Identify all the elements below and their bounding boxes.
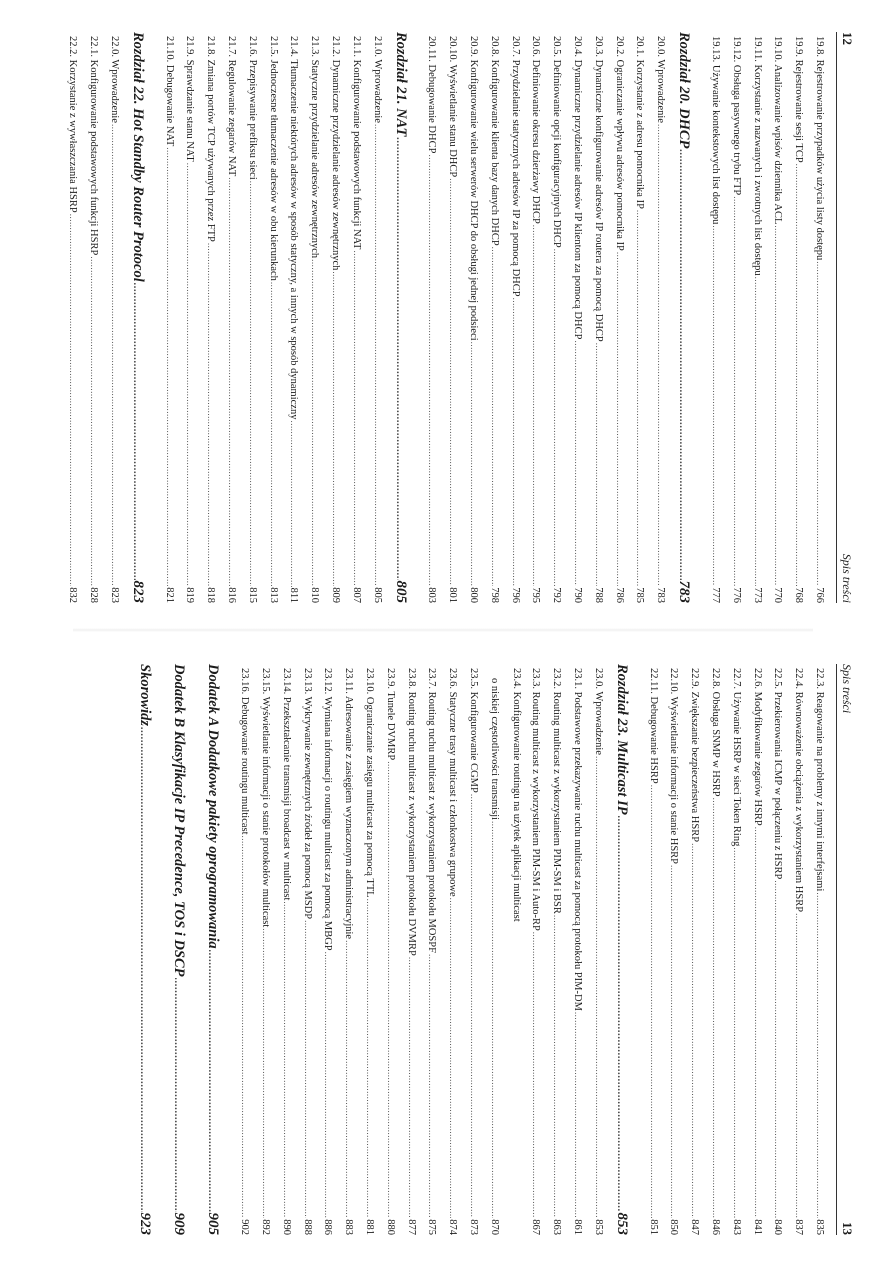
toc-entry-title: 23.3. Routing multicast z wykorzystaniem PIM-SM i Auto-RP [530, 668, 542, 931]
dot-leader [768, 880, 789, 1218]
toc-entry-page: 786 [613, 587, 625, 603]
toc-entry-page: 823 [108, 587, 120, 603]
toc-entry [401, 664, 422, 1235]
toc-entry-page: 823 [129, 580, 146, 603]
toc-entry-title: 23.7. Routing ruchu multicast z wykorzystaniem protokołu MOSPF [426, 668, 438, 953]
toc-entry-page: 905 [205, 1212, 222, 1235]
toc-entry [83, 32, 104, 603]
toc-entry-page: 909 [171, 1212, 188, 1235]
toc-entry [747, 664, 768, 1235]
toc-entry [526, 32, 547, 603]
page-number: 13 [840, 1222, 855, 1235]
toc-entry-title: 19.10. Analizowanie wpisów dziennika ACL [772, 36, 784, 225]
toc-entry [809, 32, 830, 603]
dot-leader [726, 847, 747, 1218]
toc-entry-title: 22.4. Równoważenie obciążenia z wykorzystaniem HSRP [793, 668, 805, 913]
toc-entry [180, 32, 201, 603]
toc-entry-title: 19.8. Rejestrowanie przypadków użycia listy dostępu [814, 36, 825, 261]
toc-entry [726, 32, 747, 603]
dot-leader [255, 928, 276, 1218]
toc-entry-title: 20.1. Korzystanie z adresu pomocnika IP [634, 36, 646, 209]
page-number: 12 [840, 32, 855, 45]
dot-leader [484, 247, 505, 587]
toc-entry-title: Rozdział 21. NAT [392, 32, 409, 137]
toc-entry-title: 23.12. Wymiana informacji o routingu multicast za pomocą MBGP [322, 668, 334, 951]
toc-entry-page: 875 [426, 1219, 438, 1235]
dot-leader [747, 827, 768, 1218]
toc-entry-page: 768 [793, 587, 805, 603]
toc-entry-title: 20.5. Definiowanie opcji konfiguracyjnych DHCP [551, 36, 563, 248]
toc-entry-title: 23.6. Statyczne trasy multicast i członkostwa grupowe [447, 668, 459, 897]
dot-leader [242, 181, 263, 586]
running-header [836, 664, 855, 1235]
toc-entry-title: 23.13. Wykrywanie zewnętrznych źródeł za pomocą MSDP [301, 668, 313, 920]
dot-leader [463, 794, 484, 1218]
toc-entry [304, 32, 325, 603]
toc-entry [726, 664, 747, 1235]
toc-entry-page: 783 [655, 587, 667, 603]
toc-entry-page: 766 [814, 587, 825, 603]
dot-leader [526, 225, 547, 586]
toc-entry-page: 815 [246, 587, 258, 603]
toc-entry-page: 873 [468, 1219, 480, 1235]
toc-entry [104, 32, 125, 603]
toc-entry-title: o niskiej częstotliwości transmisji [488, 678, 500, 821]
toc-entry [159, 32, 180, 603]
toc-chapter-heading [132, 664, 158, 1235]
toc-entry-page: 850 [668, 1219, 680, 1235]
dot-leader [484, 821, 505, 1218]
toc-entry-page: 828 [88, 587, 100, 603]
toc-entry [297, 664, 318, 1235]
dot-leader [788, 913, 809, 1218]
toc-entry [650, 32, 671, 603]
toc-entry-title: 23.11. Adresowanie z zasięgiem wyznaczonym administracyjnie [343, 668, 355, 940]
toc-entry-title: 21.6. Przepisywanie prefiksu sieci [246, 36, 258, 180]
toc-entry-page: 923 [137, 1212, 154, 1235]
dot-leader [104, 124, 125, 586]
toc-entry-title: Rozdział 23. Multicast IP [613, 664, 630, 815]
toc-entry [788, 32, 809, 603]
toc-entry-page: 837 [793, 1219, 805, 1235]
toc-entry-page: 803 [426, 587, 438, 603]
toc-entry [263, 32, 284, 603]
toc-entry-title: 23.4. Konfigurowanie routingu na użytek aplikacji multicast [510, 668, 522, 922]
toc-entry-title: 19.9. Rejestrowanie sesji TCP [793, 36, 805, 163]
toc-entry-page: 867 [530, 1219, 542, 1235]
toc-entry-page: 805 [371, 587, 383, 603]
toc-entry [242, 32, 263, 603]
dot-leader [367, 124, 388, 586]
toc-entry-title: 21.8. Zmiana portów TCP używanych przez FTP [205, 36, 217, 242]
toc-entry [588, 32, 609, 603]
toc-entry [664, 664, 685, 1235]
dot-leader [165, 978, 191, 1212]
toc-entry-page: 770 [772, 587, 784, 603]
toc-entry [588, 664, 609, 1235]
dot-leader [180, 163, 201, 587]
toc-entry-page: 810 [309, 587, 321, 603]
toc-entry-title: 20.3. Dynamiczne konfigurowanie adresów IP routera za pomocą DHCP [592, 36, 604, 342]
running-title: Spis treści [840, 664, 854, 714]
dot-leader [199, 950, 225, 1212]
toc-entry [422, 664, 443, 1235]
dot-leader [505, 298, 526, 587]
toc-entry-title: 21.1. Konfigurowanie podstawowych funkcji NAT [350, 36, 362, 250]
toc-entry-title: Skorowidz [137, 664, 154, 727]
dot-leader [567, 340, 588, 586]
toc-entry-page: 853 [592, 1219, 604, 1235]
toc-entry [705, 32, 726, 603]
toc-entry-title: 20.11. Debugowanie DHCP [426, 36, 438, 154]
dot-leader [546, 249, 567, 587]
toc-entry-page: 795 [530, 587, 542, 603]
dot-leader [284, 420, 305, 586]
dot-leader [442, 898, 463, 1219]
toc-entry [484, 32, 505, 603]
dot-leader [318, 952, 339, 1219]
toc-entry-page: 892 [260, 1219, 272, 1235]
toc-entry-title: 22.0. Wprowadzenie [108, 36, 120, 123]
running-title: Spis treści [840, 553, 854, 603]
dot-leader [788, 164, 809, 587]
toc-entry-page: 870 [488, 1219, 500, 1235]
toc-entry-page: 821 [163, 587, 175, 603]
toc-entry-title: 23.10. Ograniczanie zasięgu multicast za pomocą TTL [364, 668, 376, 898]
toc-entry [63, 32, 84, 603]
dot-leader [276, 901, 297, 1218]
toc-entry [346, 32, 367, 603]
dot-leader [705, 798, 726, 1219]
dot-leader [422, 154, 443, 586]
toc-entry-page: 863 [551, 1219, 563, 1235]
dot-leader [346, 250, 367, 586]
toc-entry [255, 664, 276, 1235]
running-header [836, 32, 855, 603]
toc-chapter-heading [200, 664, 226, 1235]
toc-entry-page: 788 [592, 587, 604, 603]
toc-entry-title: 21.3. Statyczne przydzielanie adresów zewnętrznych [309, 36, 321, 259]
toc-entry-title: 23.5. Konfigurowanie CGMP [468, 668, 480, 793]
toc-entry-title: 23.1. Podstawowe przekazywanie ruchu multicast za pomocą protokołu PIM-DM [572, 668, 584, 1011]
toc-entry-page: 841 [751, 1219, 763, 1235]
dot-leader [442, 178, 463, 586]
dot-leader [401, 957, 422, 1218]
toc-entry [546, 32, 567, 603]
toc-entry-title: 20.6. Definiowanie okresu dzierżawy DHCP [530, 36, 542, 224]
toc-entry [442, 32, 463, 603]
toc-entry [630, 32, 651, 603]
toc-entry-title: 22.5. Przekierowania ICMP w połączeniu z HSRP [772, 668, 784, 880]
toc-entry [705, 664, 726, 1235]
toc-entry-page: 800 [468, 587, 480, 603]
dot-leader [304, 259, 325, 586]
toc-entry-title: 21.9. Sprawdzanie stanu NAT [184, 36, 196, 162]
toc-entry-page: 783 [676, 580, 693, 603]
toc-entry-page: 776 [730, 587, 742, 603]
toc-entry-title: 19.13. Używanie kontekstowych list dostępu [710, 36, 722, 225]
toc-entry-page: 777 [710, 587, 722, 603]
toc-entry [484, 664, 505, 1235]
toc-entry [684, 664, 705, 1235]
dot-leader [643, 785, 664, 1219]
toc-entry-page: 798 [488, 587, 500, 603]
toc-entry-title: 22.8. Obsługa SNMP w HSRP [710, 668, 722, 797]
toc-entry-page: 877 [405, 1219, 417, 1235]
dot-leader [705, 225, 726, 586]
dot-leader [124, 283, 150, 580]
toc-entry-page: 835 [814, 1219, 825, 1235]
toc-entry [643, 664, 664, 1235]
dot-leader [546, 915, 567, 1218]
toc-entry-title: 21.10. Debugowanie NAT [163, 36, 175, 147]
toc-entry-page: 888 [301, 1219, 313, 1235]
toc-entry-title: 20.8. Konfigurowanie klienta bazy danych DHCP [488, 36, 500, 246]
dot-leader [630, 210, 651, 586]
dot-leader [263, 282, 284, 586]
toc-entry-page: 880 [384, 1219, 396, 1235]
toc-entry [325, 32, 346, 603]
dot-leader [463, 342, 484, 587]
toc-entry-title: 21.5. Jednoczesne tłumaczenie adresów w obu kierunkach [267, 36, 279, 281]
toc-chapter-heading [166, 664, 192, 1235]
toc-entry-title: 22.10. Wyświetlanie informacji o stanie HSRP [668, 668, 680, 865]
toc-entry-title: 20.9. Konfigurowanie wielu serwerów DHCP do obsługi jednej podsieci [468, 36, 480, 341]
dot-leader [608, 816, 634, 1212]
toc-entry-title: 22.3. Reagowanie na problemy z innymi interfejsami [814, 668, 825, 892]
toc-entry-title: 21.2. Dynamiczne przydzielanie adresów zewnętrznych [330, 36, 342, 271]
dot-leader [588, 756, 609, 1218]
dot-leader [684, 843, 705, 1218]
toc-entry-page: 805 [392, 580, 409, 603]
toc-entry-page: 796 [509, 587, 521, 603]
toc-entry-page: 886 [322, 1219, 334, 1235]
toc-entry-page: 809 [330, 587, 342, 603]
toc-entry [234, 664, 255, 1235]
toc-entry [221, 32, 242, 603]
dot-leader [387, 137, 413, 579]
toc-entry-page: 813 [267, 587, 279, 603]
dot-leader [567, 1012, 588, 1218]
toc-entry-page: 819 [184, 587, 196, 603]
toc-entry-page: 801 [447, 587, 459, 603]
dot-leader [609, 252, 630, 586]
toc-entry-title: 23.8. Routing ruchu multicast z wykorzystaniem protokołu DVMRP [405, 668, 417, 956]
toc-entry [505, 664, 526, 1235]
toc-entry-title: 20.10. Wyświetlanie stanu DHCP [447, 36, 459, 178]
toc-entry-title: 23.0. Wprowadzenie [592, 668, 604, 755]
toc-entry [284, 32, 305, 603]
page-right [0, 632, 893, 1263]
toc-entry [359, 664, 380, 1235]
toc-entry-title: 19.11. Korzystanie z nazwanych i zwrotnych list dostępu [751, 36, 763, 276]
toc-entry [567, 664, 588, 1235]
toc-entry [768, 664, 789, 1235]
toc-entry-page: 874 [447, 1219, 459, 1235]
toc-entry-title: 22.6. Modyfikowanie zegarów HSRP [751, 668, 763, 826]
toc-entry-page: 790 [572, 587, 584, 603]
dot-leader [809, 261, 830, 586]
toc-chapter-heading [388, 32, 414, 603]
dot-leader [650, 124, 671, 586]
toc-entry [526, 664, 547, 1235]
toc-entry-page: 773 [751, 587, 763, 603]
toc-entry-title: 23.16. Debugowanie routingu multicast [239, 668, 251, 835]
toc-entry [567, 32, 588, 603]
toc-entry-title: 20.7. Przydzielanie statycznych adresów IP za pomocą DHCP [509, 36, 521, 297]
toc-entry-page: 785 [634, 587, 646, 603]
toc-entry-title: 23.15. Wyświetlanie informacji o stanie protokołów multicast [260, 668, 272, 928]
dot-leader [159, 147, 180, 586]
toc-entry-title: 22.7. Używanie HSRP w sieci Token Ring [730, 668, 742, 847]
dot-leader [325, 271, 346, 586]
toc-entry-title: 22.9. Zwiększanie bezpieczeństwa HSRP [689, 668, 701, 843]
toc-entry [463, 664, 484, 1235]
toc-entry-page: 840 [772, 1219, 784, 1235]
dot-leader [726, 196, 747, 586]
toc-entry-title: 21.7. Regulowanie zegarów NAT [226, 36, 238, 177]
toc-entry [200, 32, 221, 603]
toc-entry-page: 883 [343, 1219, 355, 1235]
toc-entry-page: 818 [205, 587, 217, 603]
toc-entry-title: 23.14. Przekształcanie transmisji broadcast w multicast [280, 668, 292, 901]
page-left [0, 0, 893, 631]
toc-entry [546, 664, 567, 1235]
dot-leader [768, 225, 789, 586]
toc-entry [747, 32, 768, 603]
dot-leader [83, 256, 104, 586]
toc-entry [505, 32, 526, 603]
toc-chapter-heading [609, 664, 635, 1235]
toc-entry [422, 32, 443, 603]
toc-chapter-heading [125, 32, 151, 603]
toc-entry-page: 816 [226, 587, 238, 603]
toc-entry-title: Rozdział 20. DHCP [676, 32, 693, 149]
toc-entry-title: 23.9. Tunele DVMRP [384, 668, 396, 761]
toc-entry [463, 32, 484, 603]
toc-entry-page: 853 [613, 1212, 630, 1235]
toc-entry-page: 890 [280, 1219, 292, 1235]
toc-entry [788, 664, 809, 1235]
toc-entry-title: 22.1. Konfigurowanie podstawowych funkcji HSRP [88, 36, 100, 256]
dot-leader [200, 243, 221, 586]
toc-entry-title: 21.0. Wprowadzenie [371, 36, 383, 123]
toc-chapter-heading [671, 32, 697, 603]
toc-entry-title: Dodatek A Dodatkowe pakiety oprogramowania [205, 664, 222, 949]
dot-leader [588, 343, 609, 586]
toc-entry-title: 23.2. Routing multicast z wykorzystaniem PIM-SM i BSR [551, 668, 563, 914]
dot-leader [380, 761, 401, 1218]
dot-leader [747, 277, 768, 587]
dot-leader [338, 940, 359, 1218]
dot-leader [526, 932, 547, 1218]
dot-leader [809, 892, 830, 1218]
toc-entry-page: 811 [288, 587, 300, 603]
toc-entry-page: 881 [364, 1219, 376, 1235]
toc-entry [768, 32, 789, 603]
toc-entry [809, 664, 830, 1235]
dot-leader [63, 214, 84, 587]
toc-entry-page: 847 [689, 1219, 701, 1235]
toc-entry-title: 22.2. Korzystanie z wywłaszczania HSRP [67, 36, 79, 213]
toc-entry [442, 664, 463, 1235]
dot-leader [131, 727, 157, 1211]
dot-leader [297, 920, 318, 1218]
toc-entry-page: 792 [551, 587, 563, 603]
dot-leader [664, 865, 685, 1218]
toc-entry-title: 21.4. Tłumaczenie niektórych adresów w sposób statyczny, a innych w sposób dynamiczny [288, 36, 300, 420]
toc-entry-page: 843 [730, 1219, 742, 1235]
toc-entry-title: 20.0. Wprowadzenie [655, 36, 667, 123]
dot-leader [234, 836, 255, 1219]
toc-entry [338, 664, 359, 1235]
dot-leader [670, 149, 696, 579]
toc-list [63, 32, 831, 603]
toc-list [132, 664, 830, 1235]
toc-entry-page: 846 [710, 1219, 722, 1235]
toc-entry [609, 32, 630, 603]
toc-entry-page: 851 [647, 1219, 659, 1235]
dot-leader [422, 954, 443, 1218]
toc-entry-title: 20.4. Dynamiczne przydzielanie adresów IP klientom za pomocą DHCP [572, 36, 584, 340]
toc-entry-page: 807 [350, 587, 362, 603]
toc-entry-title: 20.2. Ograniczanie wpływu adresów pomocnika IP [613, 36, 625, 251]
toc-entry-page: 832 [67, 587, 79, 603]
toc-entry-title: Dodatek B Klasyfikacje IP Precedence, TOS i DSCP [171, 664, 188, 977]
toc-entry-page: 861 [572, 1219, 584, 1235]
toc-entry [380, 664, 401, 1235]
dot-leader [359, 899, 380, 1219]
toc-entry-title: 22.11. Debugowanie HSRP [647, 668, 659, 784]
toc-entry [318, 664, 339, 1235]
toc-entry [367, 32, 388, 603]
dot-leader [221, 177, 242, 586]
toc-entry-title: 19.12. Obsługa pasywnego trybu FTP [730, 36, 742, 196]
toc-entry-title: Rozdział 22. Hot Standby Router Protocol [129, 32, 146, 282]
toc-entry [276, 664, 297, 1235]
toc-entry-page: 902 [239, 1219, 251, 1235]
